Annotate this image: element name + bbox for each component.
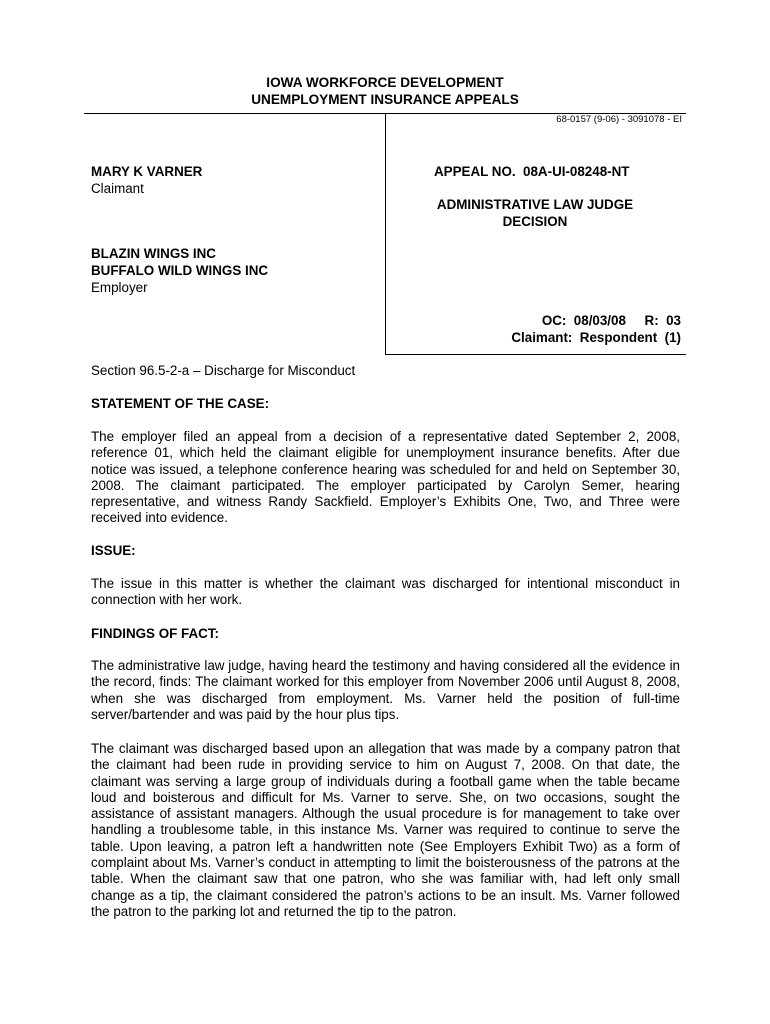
employer-name-1: BLAZIN WINGS INC [91, 246, 216, 261]
claimant-block [91, 163, 202, 197]
decision-title-line1: ADMINISTRATIVE LAW JUDGE [436, 197, 634, 212]
caption-bottom-rule [385, 354, 686, 355]
agency-division: UNEMPLOYMENT INSURANCE APPEALS [251, 92, 519, 107]
oc-line: OC: 08/03/08 R: 03 [541, 313, 681, 328]
employer-role: Employer [91, 280, 148, 295]
decision-title [425, 196, 645, 230]
appeal-number: APPEAL NO. 08A-UI-08248-NT [434, 164, 630, 179]
section-reference: Section 96.5-2-a – Discharge for Misconduct [91, 363, 356, 378]
employer-block [91, 245, 268, 296]
statement-heading: STATEMENT OF THE CASE: [91, 396, 270, 411]
ruling-block [511, 312, 681, 346]
claimant-status-line: Claimant: Respondent (1) [511, 330, 681, 345]
decision-title-line2: DECISION [502, 214, 568, 229]
agency-header [84, 74, 686, 108]
employer-name-2: BUFFALO WILD WINGS INC [91, 263, 269, 278]
findings-paragraph-1: The administrative law judge, having heard the testimony and having considered all the evidence in the record, finds: The claimant worked for this employer from November 2006 until August 8, 2008, when she was discharged from employment. Ms. Varner held the position of full-time server/bartender and was paid by the hour plus tips. [91, 658, 680, 722]
agency-name: IOWA WORKFORCE DEVELOPMENT [266, 75, 504, 90]
statement-paragraph: The employer filed an appeal from a decision of a representative dated September 2, 2008, reference 01, which held the claimant eligible for unemployment insurance benefits. After due notice was issued, a telephone conference hearing was scheduled for and held on September 30, 2008. The claimant participated. The employer participated by Carolyn Semer, hearing representative, and witness Randy Sackfield. Employer’s Exhibits One, Two, and Three were received into evidence. [91, 429, 680, 526]
claimant-role: Claimant [91, 181, 144, 196]
caption-divider [385, 113, 386, 354]
form-code: 68-0157 (9-06) - 3091078 - EI [556, 114, 682, 125]
claimant-name: MARY K VARNER [91, 164, 203, 179]
issue-paragraph: The issue in this matter is whether the claimant was discharged for intentional misconduct in connection with her work. [91, 576, 680, 608]
findings-paragraph-2: The claimant was discharged based upon an allegation that was made by a company patron that the claimant had been rude in providing service to him on August 7, 2008. On that date, the claimant was serving a large group of individuals during a football game when the table became loud and boisterous and difficult for Ms. Varner to serve. She, on two occasions, sought the assistance of assistant managers. Although the usual procedure is for management to take over handling a troublesome table, in this instance Ms. Varner was required to continue to serve the table. Upon leaving, a patron left a handwritten note (See Employers Exhibit Two) as a form of complaint about Ms. Varner’s conduct in attempting to limit the boisterousness of the patrons at the table. When the claimant saw that one patron, who she was familiar with, had left only small change as a tip, the claimant considered the patron’s actions to be an insult. Ms. Varner followed the patron to the parking lot and returned the tip to the patron. [91, 741, 680, 919]
issue-heading: ISSUE: [91, 543, 136, 558]
findings-heading: FINDINGS OF FACT: [91, 626, 219, 641]
